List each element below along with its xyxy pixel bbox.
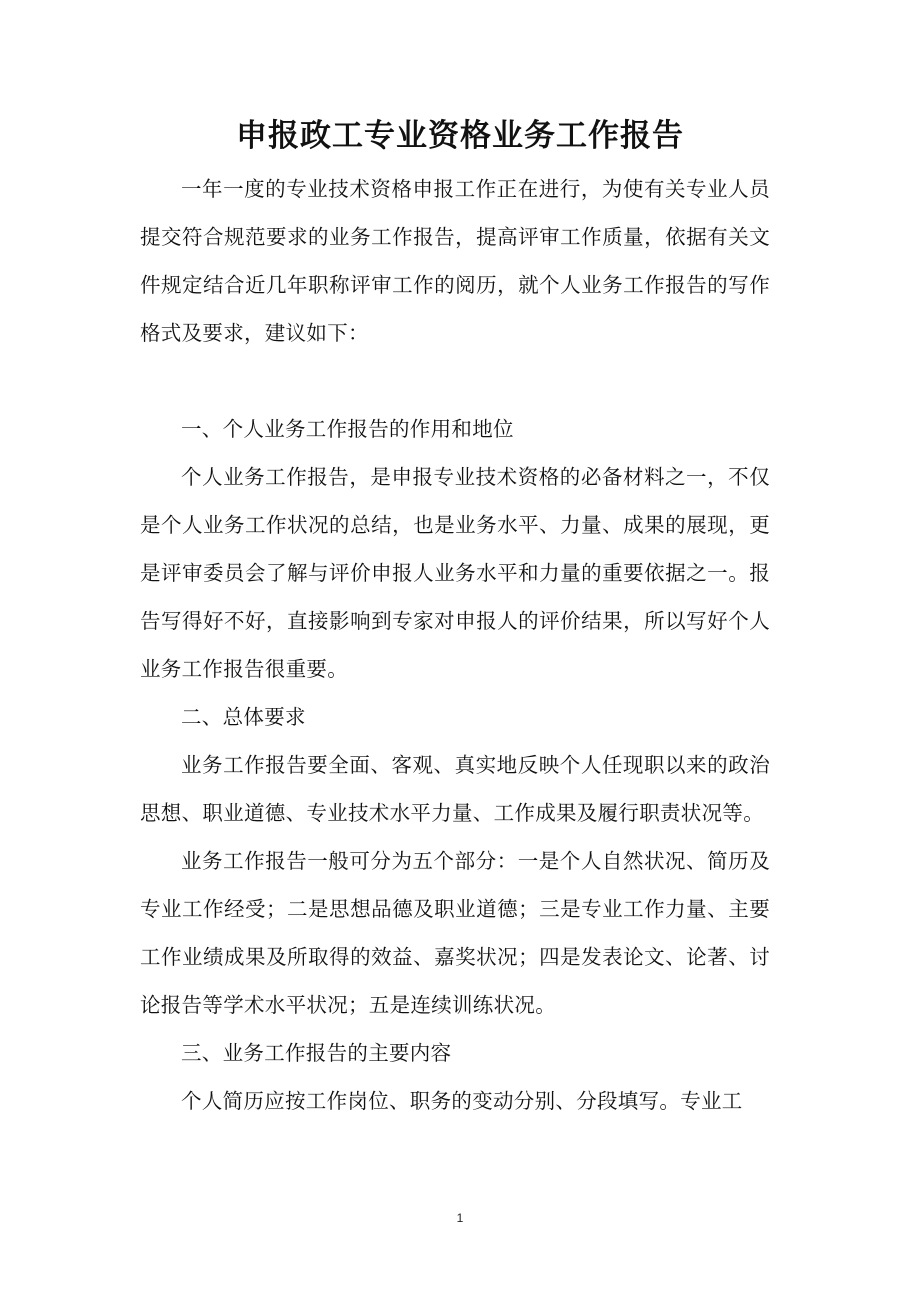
paragraph-spacer [140,357,770,405]
section-2-paragraph-2: 业务工作报告一般可分为五个部分：一是个人自然状况、简历及专业工作经受；二是思想品德及职业道德；三是专业工作力量、主要工作业绩成果及所取得的效益、嘉奖状况；四是发表论文、论著、讨论报告等学术水平状况；五是连续训练状况。 [140,849,770,1017]
section-heading-1: 一、个人业务工作报告的作用和地位 [181,417,514,441]
document-body [140,165,770,1125]
document-title: 申报政工专业资格业务工作报告 [236,118,684,154]
section-heading-2: 二、总体要求 [181,705,306,729]
section-heading-3: 三、业务工作报告的主要内容 [181,1041,452,1065]
page-number: 1 [456,1211,464,1225]
section-2-paragraph-1: 业务工作报告要全面、客观、真实地反映个人任现职以来的政治思想、职业道德、专业技术水平力量、工作成果及履行职责状况等。 [140,753,770,825]
intro-paragraph: 一年一度的专业技术资格申报工作正在进行，为使有关专业人员提交符合规范要求的业务工作报告，提高评审工作质量，依据有关文件规定结合近几年职称评审工作的阅历，就个人业务工作报告的写作格式及要求，建议如下： [140,177,770,345]
section-1-paragraph: 个人业务工作报告，是申报专业技术资格的必备材料之一，不仅是个人业务工作状况的总结，也是业务水平、力量、成果的展现，更是评审委员会了解与评价申报人业务水平和力量的重要依据之一。报告写得好不好，直接影响到专家对申报人的评价结果，所以写好个人业务工作报告很重要。 [140,465,770,681]
section-3-paragraph: 个人简历应按工作岗位、职务的变动分别、分段填写。专业工 [181,1089,743,1113]
